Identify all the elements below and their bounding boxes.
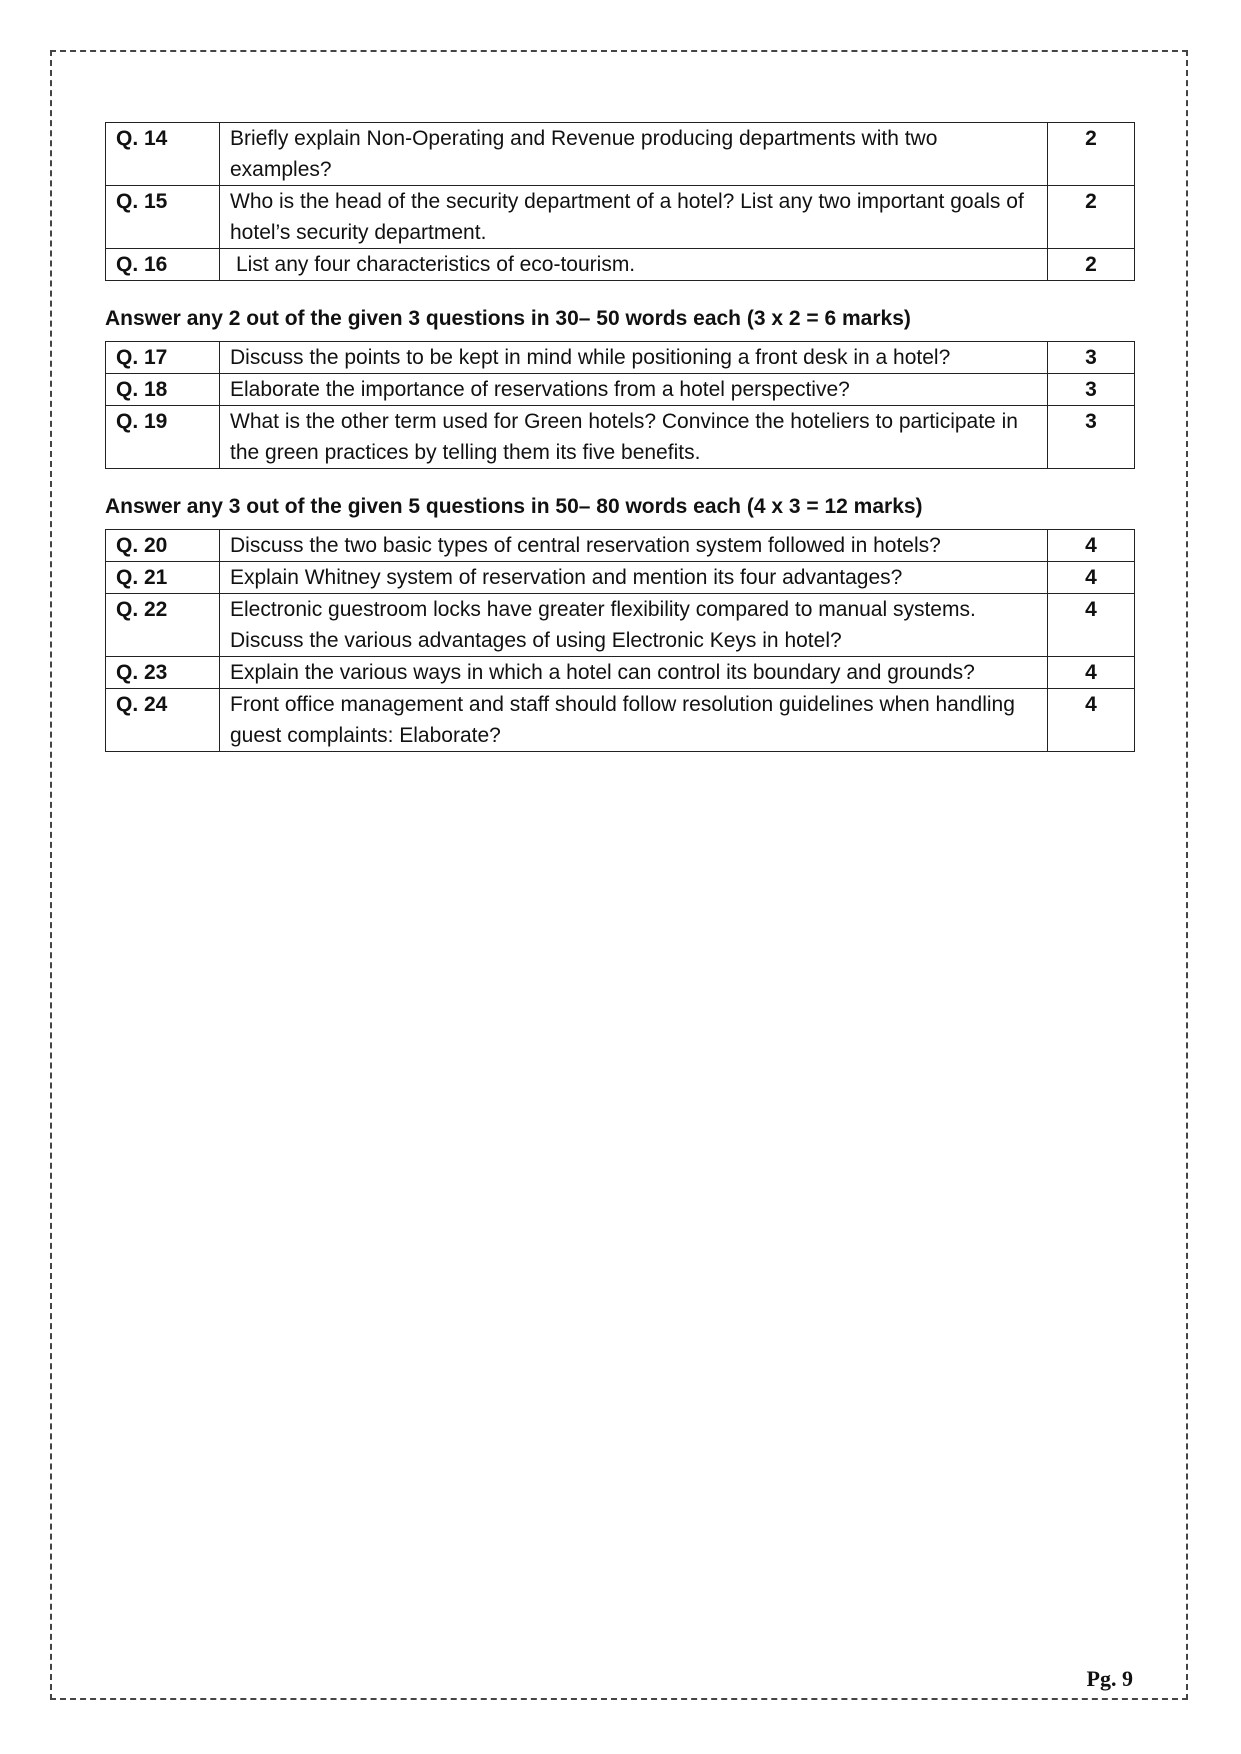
question-number: Q. 21: [106, 562, 220, 594]
section-heading: Answer any 3 out of the given 5 questions in 50– 80 words each (4 x 3 = 12 marks): [105, 495, 923, 518]
question-number: Q. 16: [106, 249, 220, 281]
page-number: Pg. 9: [1086, 1666, 1133, 1691]
question-number: Q. 18: [106, 374, 220, 406]
question-marks: 4: [1048, 562, 1135, 594]
question-marks: 4: [1048, 530, 1135, 562]
question-text: Briefly explain Non-Operating and Revenue producing departments with two examples?: [220, 123, 1048, 186]
question-number: Q. 17: [106, 342, 220, 374]
question-marks: 4: [1048, 594, 1135, 657]
question-number: Q. 23: [106, 657, 220, 689]
table-row: [106, 342, 1135, 374]
question-number: Q. 24: [106, 689, 220, 752]
question-marks: 3: [1048, 406, 1135, 469]
question-marks: 4: [1048, 689, 1135, 752]
question-text: List any four characteristics of eco-tourism.: [220, 249, 1048, 281]
table-row: [106, 186, 1135, 249]
question-marks: 3: [1048, 342, 1135, 374]
table-row: [106, 562, 1135, 594]
question-paper-content: [105, 122, 1135, 752]
table-row: [106, 249, 1135, 281]
question-text: Discuss the points to be kept in mind while positioning a front desk in a hotel?: [220, 342, 1048, 374]
question-marks: 2: [1048, 123, 1135, 186]
question-table-short: [105, 122, 1135, 281]
section-heading: Answer any 2 out of the given 3 questions in 30– 50 words each (3 x 2 = 6 marks): [105, 307, 911, 330]
question-text: Front office management and staff should follow resolution guidelines when handling guest complaints: Elaborate?: [220, 689, 1048, 752]
question-marks: 3: [1048, 374, 1135, 406]
question-marks: 4: [1048, 657, 1135, 689]
question-text: Discuss the two basic types of central reservation system followed in hotels?: [220, 530, 1048, 562]
question-table-medium: [105, 341, 1135, 469]
table-row: [106, 406, 1135, 469]
question-number: Q. 20: [106, 530, 220, 562]
table-row: [106, 657, 1135, 689]
question-text: What is the other term used for Green hotels? Convince the hoteliers to participate in the green practices by telling them its five benefits.: [220, 406, 1048, 469]
question-number: Q. 14: [106, 123, 220, 186]
question-text: Elaborate the importance of reservations from a hotel perspective?: [220, 374, 1048, 406]
question-number: Q. 15: [106, 186, 220, 249]
question-text: Electronic guestroom locks have greater flexibility compared to manual systems. Discuss the various advantages of using Electronic Keys in hotel?: [220, 594, 1048, 657]
question-number: Q. 22: [106, 594, 220, 657]
table-row: [106, 594, 1135, 657]
question-text: Explain the various ways in which a hotel can control its boundary and grounds?: [220, 657, 1048, 689]
question-marks: 2: [1048, 186, 1135, 249]
table-row: [106, 530, 1135, 562]
table-row: [106, 123, 1135, 186]
question-text: Explain Whitney system of reservation and mention its four advantages?: [220, 562, 1048, 594]
question-text: Who is the head of the security department of a hotel? List any two important goals of hotel’s security department.: [220, 186, 1048, 249]
question-table-long: [105, 529, 1135, 752]
question-marks: 2: [1048, 249, 1135, 281]
table-row: [106, 689, 1135, 752]
table-row: [106, 374, 1135, 406]
question-number: Q. 19: [106, 406, 220, 469]
